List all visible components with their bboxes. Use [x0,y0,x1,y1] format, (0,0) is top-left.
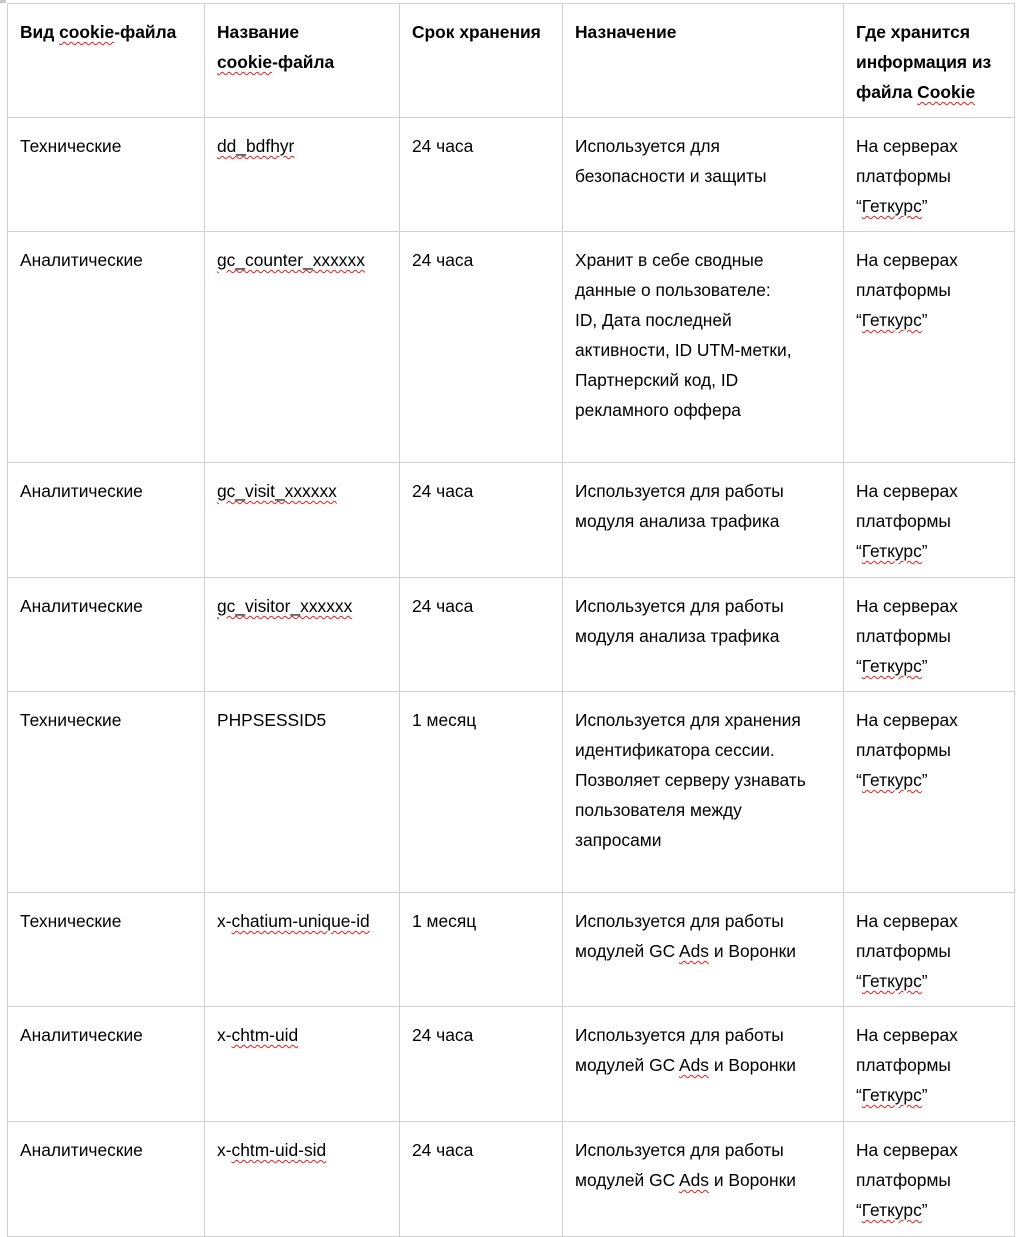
cell-line: “Геткурс” [856,971,928,991]
spellcheck-underline: dd_bdfhyr [217,136,295,156]
cell-line: 24 часа [412,136,474,156]
cell-line: активности, ID UTM-метки, [575,340,792,360]
cell-line: безопасности и защиты [575,166,767,186]
cell-line: платформы [856,166,951,186]
spellcheck-underline: Геткурс [861,1200,922,1220]
cell-line: платформы [856,511,951,531]
spellcheck-underline: Ads [679,941,709,961]
cell-line: На серверах [856,1140,958,1160]
spellcheck-underline: Геткурс [861,1085,922,1105]
cell-line: платформы [856,740,951,760]
header-line: Название [217,22,300,42]
cell-line: Хранит в себе сводные [575,250,764,270]
table-header-row [8,4,1015,118]
cell-purpose[interactable] [563,463,844,578]
spellcheck-underline: chtm-uid [231,1025,299,1045]
table-row [8,463,1015,578]
cell-cookie-type[interactable] [8,1122,205,1237]
spellcheck-underline: gc_visitor_xxxxxx [217,596,353,616]
cell-line: идентификатора сессии. [575,740,775,760]
cell-line: Аналитические [20,250,143,270]
page-corner-marker [0,0,6,3]
cell-line: “Геткурс” [856,541,928,561]
cell-line: платформы [856,941,951,961]
table-row [8,1122,1015,1237]
cell-retention[interactable] [400,1122,563,1237]
cell-purpose[interactable] [563,1007,844,1122]
cell-cookie-name[interactable] [205,232,400,463]
cell-line: “Геткурс” [856,1200,928,1220]
cell-storage[interactable] [844,893,1015,1007]
spellcheck-underline: gc_counter_xxxxxx [217,250,365,270]
cell-line: Используется для работы [575,481,784,501]
cell-purpose[interactable] [563,692,844,893]
cell-line: рекламного оффера [575,400,741,420]
cell-purpose[interactable] [563,1122,844,1237]
cell-purpose[interactable] [563,118,844,232]
spellcheck-underline: Геткурс [861,310,922,330]
cell-line: 24 часа [412,250,474,270]
cell-line: платформы [856,626,951,646]
spellcheck-underline: Геткурс [861,656,922,676]
cell-line: модуля анализа трафика [575,511,780,531]
header-cookie-type[interactable] [8,4,205,118]
cell-purpose[interactable] [563,893,844,1007]
cell-cookie-type[interactable] [8,578,205,692]
cell-line: модуля анализа трафика [575,626,780,646]
table-row [8,692,1015,893]
header-line: Срок хранения [412,22,541,42]
cookie-table [7,3,1015,1237]
cell-storage[interactable] [844,1122,1015,1237]
cell-cookie-type[interactable] [8,893,205,1007]
cell-purpose[interactable] [563,578,844,692]
spellcheck-underline: Геткурс [861,770,922,790]
cell-line: На серверах [856,1025,958,1045]
cell-retention[interactable] [400,578,563,692]
cell-cookie-name[interactable] [205,578,400,692]
cell-line: пользователя между [575,800,742,820]
table-body [8,118,1015,1237]
header-line: Где хранится [856,22,971,42]
cell-line: данные о пользователе: [575,280,771,300]
cell-line: x-chtm-uid [217,1025,299,1045]
header-line: информация из [856,52,992,72]
cell-cookie-type[interactable] [8,118,205,232]
header-line: Назначение [575,22,677,42]
table-row [8,118,1015,232]
spellcheck-underline: Ads [679,1055,709,1075]
cell-storage[interactable] [844,578,1015,692]
cell-line [217,591,387,621]
cell-line: модулей GC Ads и Воронки [575,1055,796,1075]
cell-line: На серверах [856,136,958,156]
cell-cookie-name[interactable] [205,893,400,1007]
cell-line: Аналитические [20,596,143,616]
header-cookie-name[interactable] [205,4,400,118]
spellcheck-underline: chatium-unique-id [231,911,370,931]
cell-line: “Геткурс” [856,656,928,676]
cell-line: Технические [20,911,122,931]
cell-cookie-type[interactable] [8,692,205,893]
spellcheck-underline: chtm-uid-sid [231,1140,327,1160]
cell-line: Партнерский код, ID [575,370,739,390]
cell-line: 24 часа [412,1025,474,1045]
cell-cookie-type[interactable] [8,463,205,578]
cell-line: Используется для работы [575,1140,784,1160]
cell-line: платформы [856,280,951,300]
cell-line: Используется для работы [575,911,784,931]
cell-storage[interactable] [844,118,1015,232]
table-row [8,578,1015,692]
spellcheck-underline: cookie [59,22,115,42]
table-row [8,232,1015,463]
cell-line: модулей GC Ads и Воронки [575,941,796,961]
cell-cookie-name[interactable] [205,463,400,578]
cell-line: платформы [856,1055,951,1075]
cell-cookie-name[interactable] [205,692,400,893]
cell-cookie-type[interactable] [8,232,205,463]
header-line: cookie-файла [217,52,335,72]
cell-line: ID, Дата последней [575,310,732,330]
cell-line: На серверах [856,710,958,730]
spellcheck-underline: Геткурс [861,541,922,561]
cell-purpose[interactable] [563,232,844,463]
cell-line: запросами [575,830,662,850]
spellcheck-underline: Геткурс [861,971,922,991]
cell-line: На серверах [856,911,958,931]
cell-line: На серверах [856,596,958,616]
cell-line: модулей GC Ads и Воронки [575,1170,796,1190]
cell-line [217,131,387,161]
cell-line: На серверах [856,250,958,270]
header-line: Вид cookie-файла [20,22,177,42]
table-row [8,893,1015,1007]
cell-storage[interactable] [844,232,1015,463]
cell-line: Аналитические [20,1140,143,1160]
spellcheck-underline: cookie [217,52,273,72]
cell-line: “Геткурс” [856,1085,928,1105]
cell-line: Используется для работы [575,1025,784,1045]
cell-line: “Геткурс” [856,310,928,330]
cell-line: x-chtm-uid-sid [217,1140,327,1160]
cell-retention[interactable] [400,118,563,232]
spellcheck-underline: Cookie [917,82,976,102]
cell-storage[interactable] [844,692,1015,893]
cell-retention[interactable] [400,893,563,1007]
cell-storage[interactable] [844,1007,1015,1122]
table-row [8,1007,1015,1122]
cell-cookie-name[interactable] [205,1122,400,1237]
cell-line: 1 месяц [412,911,477,931]
spellcheck-underline: gc_visit_xxxxxx [217,481,337,501]
cell-retention[interactable] [400,463,563,578]
cell-line [217,476,387,506]
cell-cookie-name[interactable] [205,118,400,232]
cell-line: Используется для [575,136,720,156]
cell-line: 24 часа [412,481,474,501]
cell-line: 24 часа [412,1140,474,1160]
cell-line: 24 часа [412,596,474,616]
cell-line: 1 месяц [412,710,477,730]
cell-cookie-type[interactable] [8,1007,205,1122]
header-retention[interactable] [400,4,563,118]
cell-line: Используется для работы [575,596,784,616]
header-storage[interactable] [844,4,1015,118]
cell-line: “Геткурс” [856,770,928,790]
cell-line: Аналитические [20,481,143,501]
header-line: файла Cookie [856,82,976,102]
cell-storage[interactable] [844,463,1015,578]
cell-cookie-name[interactable] [205,1007,400,1122]
cell-line: платформы [856,1170,951,1190]
cell-line: Позволяет серверу узнавать [575,770,806,790]
spellcheck-underline: Геткурс [861,196,922,216]
cell-line: “Геткурс” [856,196,928,216]
cell-line: Используется для хранения [575,710,801,730]
cell-line: Технические [20,710,122,730]
cell-line [217,245,387,275]
cell-retention[interactable] [400,692,563,893]
cell-line: PHPSESSID5 [217,710,327,730]
cell-line: Аналитические [20,1025,143,1045]
spellcheck-underline: Ads [679,1170,709,1190]
cell-line: На серверах [856,481,958,501]
header-purpose[interactable] [563,4,844,118]
cell-line: Технические [20,136,122,156]
cell-retention[interactable] [400,232,563,463]
cell-retention[interactable] [400,1007,563,1122]
cell-line: x-chatium-unique-id [217,911,370,931]
